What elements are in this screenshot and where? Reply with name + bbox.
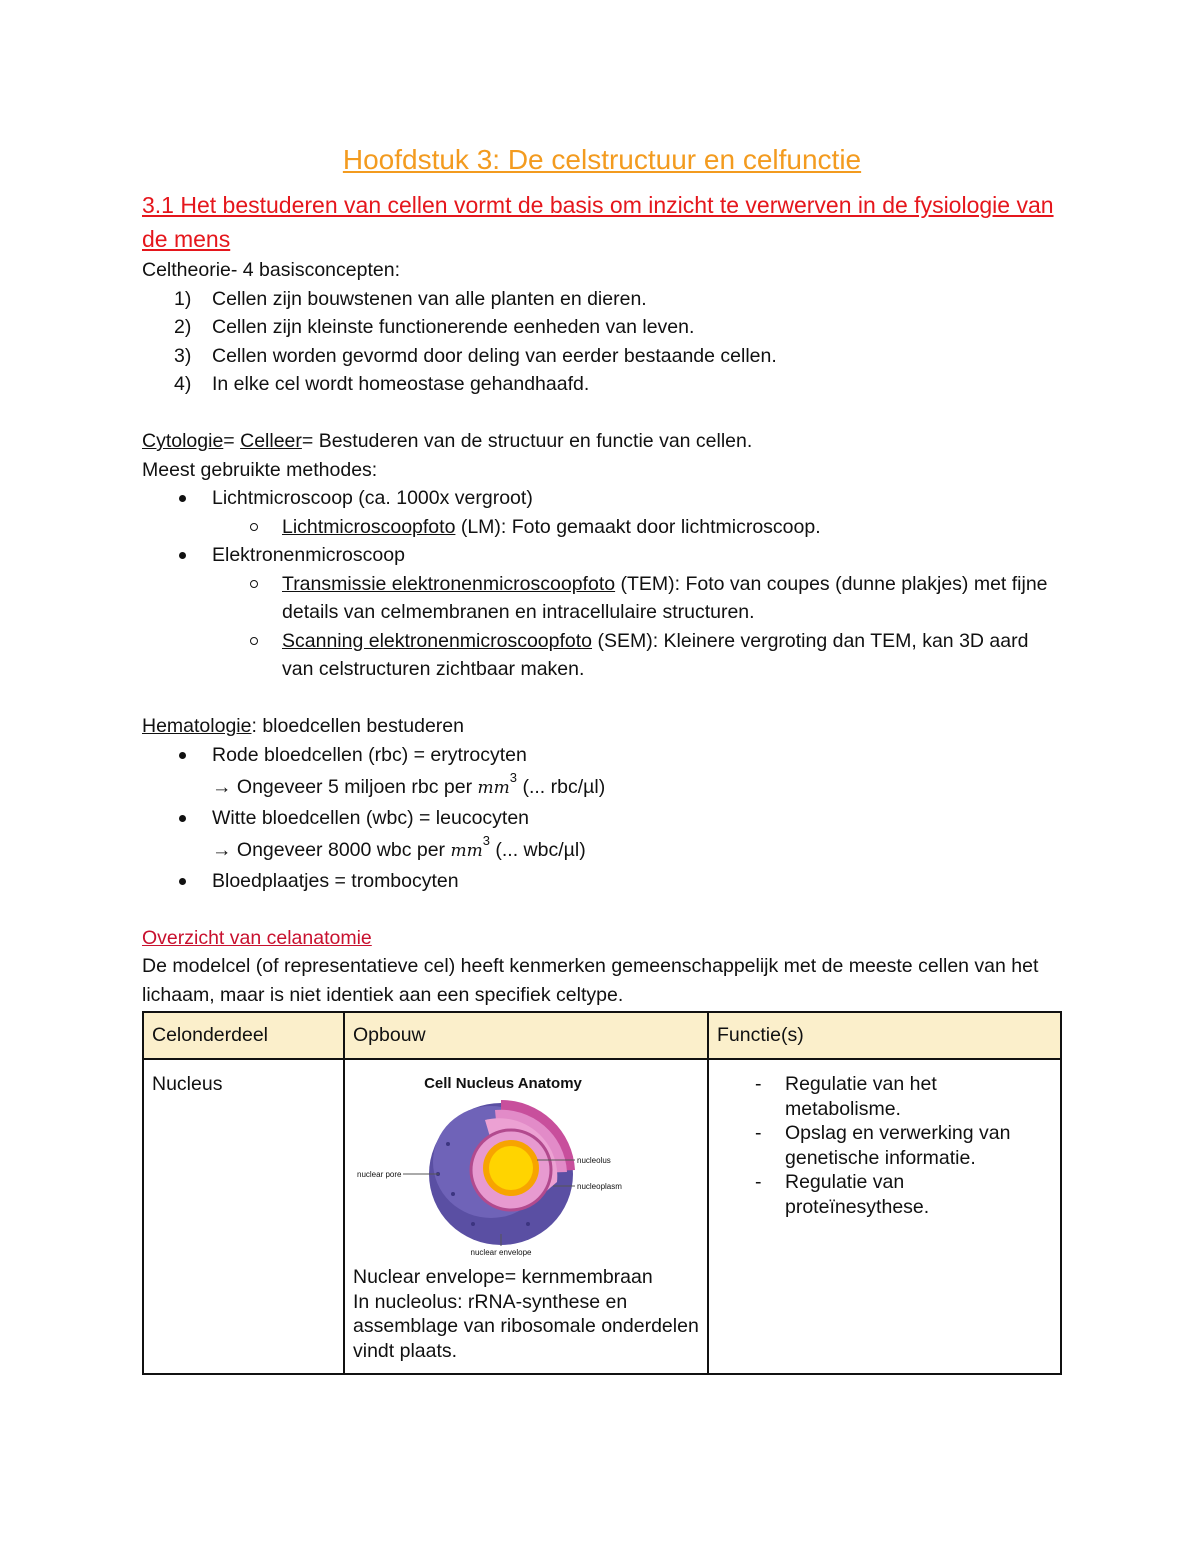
section-heading: 3.1 Het bestuderen van cellen vormt de basis om inzicht te verwerven in de fysiologie van de mens: [142, 192, 1054, 252]
label-nucleolus: nucleolus: [577, 1156, 611, 1165]
celtheorie-list: [142, 285, 1062, 399]
list-item: Lichtmicroscoopfoto (LM): Foto gemaakt door lichtmicroscoop.: [212, 513, 1062, 542]
circle-bullet-icon: [250, 523, 258, 531]
list-item: Scanning elektronenmicroscoopfoto (SEM): Kleinere vergroting dan TEM, kan 3D aard van celstructuren zichtbaar maken.: [212, 627, 1062, 684]
methods-list: [142, 484, 1062, 684]
cell-functions: [708, 1059, 1061, 1374]
column-header: Opbouw: [344, 1012, 708, 1059]
wbc-count: → Ongeveer 8000 wbc per $mm^3$ (... wbc/µl): [212, 833, 586, 861]
methods-heading: Meest gebruikte methodes:: [142, 458, 378, 481]
list-item: 4) In elke cel wordt homeostase gehandhaafd.: [174, 373, 590, 395]
bullet-icon: [179, 878, 186, 885]
list-item: - Regulatie van het metabolisme.: [755, 1073, 937, 1120]
list-item: Transmissie elektronenmicroscoopfoto (TEM): Foto van coupes (dunne plakjes) met fijne details van celmembranen en intracellulaire structuren.: [212, 570, 1062, 627]
list-item: - Regulatie van proteïnesythese.: [755, 1171, 930, 1218]
bullet-icon: [179, 495, 186, 502]
table-row: [143, 1059, 1061, 1374]
functions-list: [717, 1072, 1052, 1219]
list-item: Rode bloedcellen (rbc) = erytrocyten: [142, 741, 1062, 770]
label-nuclear-pore: nuclear pore: [357, 1170, 402, 1179]
diagram-title: Cell Nucleus Anatomy: [424, 1075, 582, 1092]
circle-bullet-icon: [250, 580, 258, 588]
list-item: 2) Cellen zijn kleinste functionerende eenheden van leven.: [174, 316, 695, 338]
document-page: [142, 140, 1062, 1375]
cell-build: [344, 1059, 708, 1374]
label-nuclear-envelope: nuclear envelope: [470, 1248, 532, 1257]
list-item: Bloedplaatjes = trombocyten: [142, 867, 1062, 896]
build-text-1: Nuclear envelope= kernmembraan: [353, 1266, 653, 1288]
list-item: 3) Cellen worden gevormd door deling van eerder bestaande cellen.: [174, 344, 777, 367]
list-item: - Opslag en verwerking van genetische informatie.: [755, 1122, 1011, 1169]
bullet-icon: [179, 815, 186, 822]
celtheorie-heading: Celtheorie- 4 basisconcepten:: [142, 259, 400, 281]
cytologie-definition: Cytologie= Celleer= Bestuderen van de structuur en functie van cellen.: [142, 430, 753, 452]
bullet-icon: [179, 552, 186, 559]
circle-bullet-icon: [250, 637, 258, 645]
rbc-count: → Ongeveer 5 miljoen rbc per $mm^3$ (... rbc/µl): [212, 770, 606, 798]
build-text-2: In nucleolus: rRNA-synthese en assemblage van ribosomale onderdelen vindt plaats.: [353, 1290, 699, 1362]
overzicht-text: De modelcel (of representatieve cel) heeft kenmerken gemeenschappelijk met de meeste cellen van het lichaam, maar is niet identiek aan een specifiek celtype.: [142, 955, 1039, 1006]
column-header: Functie(s): [708, 1012, 1061, 1059]
label-nucleoplasm: nucleoplasm: [577, 1182, 622, 1191]
page-title: Hoofdstuk 3: De celstructuur en celfunctie: [342, 144, 862, 175]
list-item: Lichtmicroscoop (ca. 1000x vergroot) Lichtmicroscoopfoto (LM): Foto gemaakt door lichtmicroscoop.: [142, 484, 1062, 541]
list-item: Witte bloedcellen (wbc) = leucocyten: [142, 804, 1062, 833]
blood-cells-list: [142, 741, 1062, 770]
cell-nucleus-diagram: [353, 1074, 653, 1257]
overzicht-heading: Overzicht van celanatomie: [142, 926, 372, 949]
list-item: 1) Cellen zijn bouwstenen van alle planten en dieren.: [174, 287, 647, 310]
table-header-row: [143, 1012, 1061, 1059]
bullet-icon: [179, 752, 186, 759]
list-item: Elektronenmicroscoop Transmissie elektronenmicroscoopfoto (TEM): Foto van coupes (dunne plakjes) met fijne details van celmembranen en intracellulaire structuren. Scanning elektronenmicroscoopfoto (SEM): Kleinere vergroting dan TEM, kan 3D aard van celstructuren zichtbaar maken.: [142, 541, 1062, 684]
column-header: Celonderdeel: [143, 1012, 344, 1059]
cell-anatomy-table: [142, 1011, 1062, 1375]
hematologie-line: Hematologie: bloedcellen bestuderen: [142, 715, 464, 737]
cell-part: Nucleus: [143, 1059, 344, 1374]
